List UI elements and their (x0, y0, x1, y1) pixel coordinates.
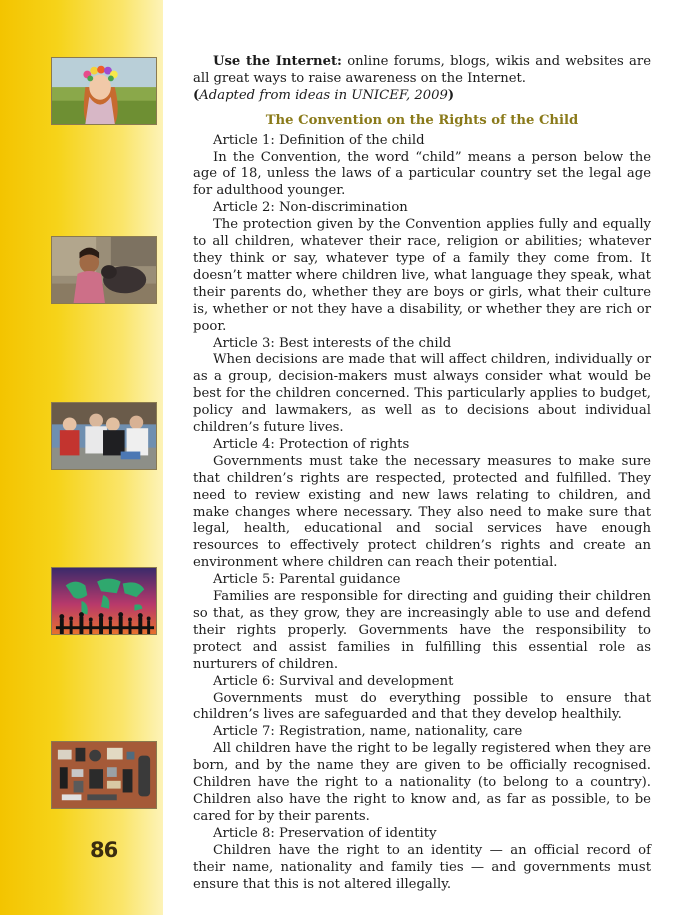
article-body: Children have the right to an identity — an official record of their name, nationality and family ties — and governments must ensure that this is not altered illegally. (193, 842, 651, 892)
intro-label: Use the Internet: (213, 54, 342, 69)
article-body: The protection given by the Convention applies fully and equally to all children, whatever their race, religion or abilities; whatever they think or say, whatever type of a family they come from. It doesn’t matter where children live, what language they speak, what their parents do, whether they are boys or girls, what their culture is, whether or not they have a disability, or whether they are rich or poor. (193, 217, 651, 334)
world-map-silhouettes-photo (51, 567, 157, 635)
article-title: Article 3: Best interests of the child (213, 335, 452, 351)
article-title: Article 2: Non-discrimination (213, 200, 408, 216)
article-body: Families are responsible for directing and guiding their children so that, as they grow, they are increasingly able to use and defend their rights properly. Governments have the responsibility to protect and assist families in fulfilling this essential role as nurturers of children. (193, 589, 651, 672)
intro-text: online forums, blogs, wikis and websites are all great ways to raise awareness on the Internet. (193, 54, 651, 86)
article-title: Article 4: Protection of rights (213, 436, 410, 452)
group-of-children-photo (51, 402, 157, 470)
article-title: Article 5: Parental guidance (213, 572, 401, 588)
article-title: Article 6: Survival and development (213, 673, 454, 689)
article-body: When decisions are made that will affect children, individually or as a group, decision-makers must always consider what would be best for the children concerned. This particularly applies to budget, policy and lawmakers, as well as to decisions about individual children’s future lives. (193, 352, 651, 436)
knolling-objects-photo (51, 741, 157, 809)
page-number: 86 (90, 838, 118, 862)
article-body: In the Convention, the word “child” means a person below the age of 18, unless the laws of a particular country set the legal age for adulthood younger. (193, 149, 651, 199)
page-text (193, 54, 651, 893)
article-body: Governments must do everything possible to ensure that children’s lives are safeguarded and that they develop healthily. (193, 690, 651, 723)
child-with-goat-photo (51, 236, 157, 304)
girl-flower-wreath-photo (51, 57, 157, 125)
article-body: Governments must take the necessary measures to make sure that children’s rights are respected, protected and fulfilled. They need to review existing and new laws relating to children, and make changes where necessary. They also need to make sure that legal, health, educational and social services have enough resources to effectively protect children’s rights and create an environment where children can reach their potential. (193, 453, 651, 571)
article-title: Article 8: Preservation of identity (213, 825, 437, 841)
article-title: Article 7: Registration, name, nationality, care (213, 724, 523, 740)
article-title: Article 1: Definition of the child (213, 132, 425, 148)
article-body: All children have the right to be legally registered when they are born, and by the name they are given to be officially recognised. Children have the right to a nationality (to belong to a country). Children also have the right to know and, as far as possible, to be cared for by their parents. (193, 741, 651, 824)
credit-text: Adapted from ideas in UNICEF, 2009 (199, 87, 448, 103)
source-credit: (Adapted from ideas in UNICEF, 2009) (193, 87, 455, 103)
intro-paragraph (193, 54, 651, 88)
section-title: The Convention on the Rights of the Child (265, 112, 579, 128)
